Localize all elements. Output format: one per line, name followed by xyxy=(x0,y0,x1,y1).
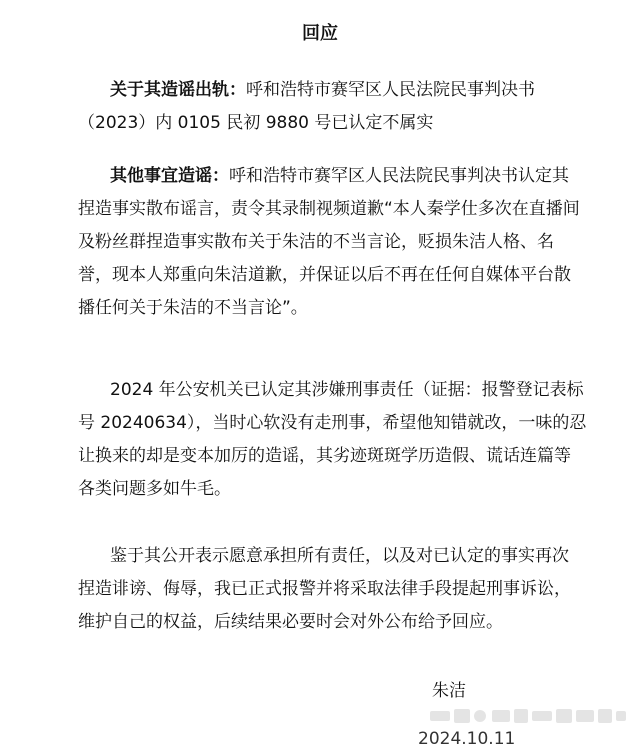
paragraph-legal-action xyxy=(78,540,618,639)
section-heading: 关于其造谣出轨： xyxy=(110,80,246,100)
paragraph-text: 呼和浩特市赛罕区人民法院民事判决书 xyxy=(246,80,535,100)
paragraph-line: 誉，现本人郑重向朱洁道歉，并保证以后不再在任何自媒体平台散 xyxy=(78,265,571,285)
paragraph-line: 及粉丝群捏造事实散布关于朱洁的不当言论，贬损朱洁人格、名 xyxy=(78,232,554,252)
document-title: 回应 xyxy=(302,23,338,44)
paragraph-affair-rumor xyxy=(78,74,618,140)
section-heading: 其他事宜造谣： xyxy=(110,166,229,186)
paragraph-line: 2024 年公安机关已认定其涉嫌刑事责任（证据：报警登记表标 xyxy=(110,380,584,400)
paragraph-line xyxy=(78,74,618,107)
signature-name: 朱洁 xyxy=(432,681,466,701)
paragraph-line: 各类问题多如牛毛。 xyxy=(78,479,231,499)
paragraph-line: 捏造诽谤、侮辱，我已正式报警并将采取法律手段提起刑事诉讼， xyxy=(78,579,571,599)
paragraph-line: 鉴于其公开表示愿意承担所有责任，以及对已认定的事实再次 xyxy=(110,546,569,566)
paragraph-line: 捏造事实散布谣言，责令其录制视频道歉“本人秦学仕多次在直播间 xyxy=(78,199,580,219)
signature-date: 2024.10.11 xyxy=(418,729,516,749)
paragraph-text: 呼和浩特市赛罕区人民法院民事判决书认定其 xyxy=(229,166,569,186)
paragraph-line: 播任何关于朱洁的不当言论”。 xyxy=(78,298,308,318)
watermark-logo xyxy=(430,706,626,726)
paragraph-line: （2023）内 0105 民初 9880 号已认定不属实 xyxy=(78,113,434,133)
paragraph-line: 号 20240634），当时心软没有走刑事，希望他知错就改，一味的忍 xyxy=(78,413,587,433)
paragraph-line: 维护自己的权益，后续结果必要时会对外公布给予回应。 xyxy=(78,612,503,632)
paragraph-line xyxy=(78,160,618,193)
paragraph-other-rumors xyxy=(78,160,618,325)
paragraph-police-record xyxy=(78,374,618,506)
paragraph-line: 让换来的却是变本加厉的造谣，其劣迹斑斑学历造假、谎话连篇等 xyxy=(78,446,571,466)
